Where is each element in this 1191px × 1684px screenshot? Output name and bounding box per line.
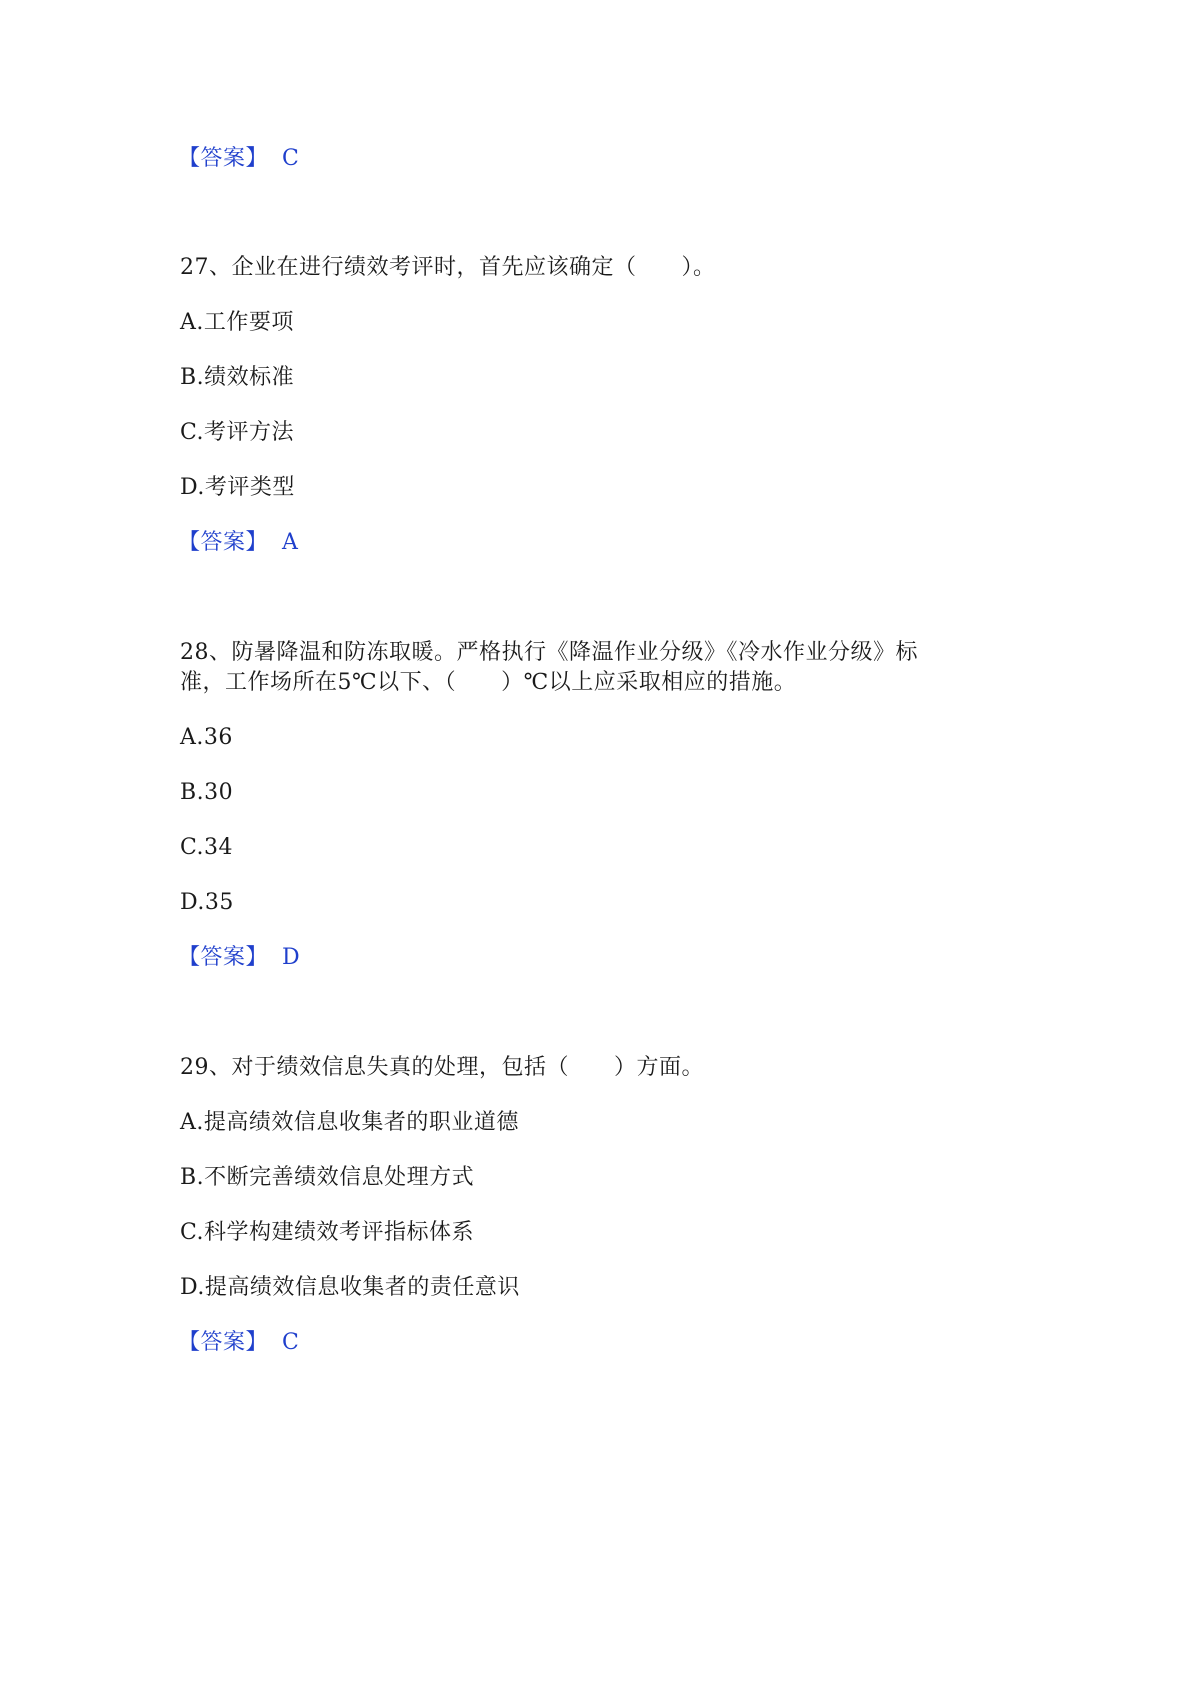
- question-28-option-b: B.30: [180, 780, 234, 805]
- answer-line-28: [178, 942, 300, 974]
- question-27-stem: 27、企业在进行绩效考评时，首先应该确定（ ）。: [180, 255, 716, 280]
- question-28-option-d: D.35: [180, 890, 234, 915]
- question-29-option-b: B.不断完善绩效信息处理方式: [180, 1165, 475, 1190]
- answer-label: 【答案】: [178, 945, 269, 970]
- answer-label: 【答案】: [178, 530, 269, 555]
- question-29-option-c: C.科学构建绩效考评指标体系: [180, 1220, 475, 1245]
- question-28-option-a: A.36: [180, 725, 233, 750]
- question-27-option-b: B.绩效标准: [180, 365, 295, 390]
- question-28-stem-line-1: 28、防暑降温和防冻取暖。严格执行《降温作业分级》《冷水作业分级》标: [180, 640, 918, 665]
- answer-line-29: [178, 1327, 299, 1359]
- answer-value: A: [282, 530, 299, 555]
- answer-value: C: [282, 1330, 300, 1355]
- answer-value: C: [282, 146, 300, 171]
- question-27-option-c: C.考评方法: [180, 420, 295, 445]
- question-29-option-a: A.提高绩效信息收集者的职业道德: [180, 1110, 519, 1135]
- question-29-option-d: D.提高绩效信息收集者的责任意识: [180, 1275, 520, 1300]
- question-27-option-a: A.工作要项: [180, 310, 294, 335]
- answer-label: 【答案】: [178, 146, 269, 171]
- question-27-option-d: D.考评类型: [180, 475, 295, 500]
- question-28-stem-line-2: 准，工作场所在5℃以下、（ ）℃以上应采取相应的措施。: [180, 670, 797, 695]
- answer-label: 【答案】: [178, 1330, 269, 1355]
- answer-value: D: [282, 945, 301, 970]
- answer-line-26: [178, 143, 299, 175]
- question-29-stem: 29、对于绩效信息失真的处理，包括（ ）方面。: [180, 1055, 704, 1080]
- answer-line-27: [178, 527, 298, 559]
- question-28-option-c: C.34: [180, 835, 234, 860]
